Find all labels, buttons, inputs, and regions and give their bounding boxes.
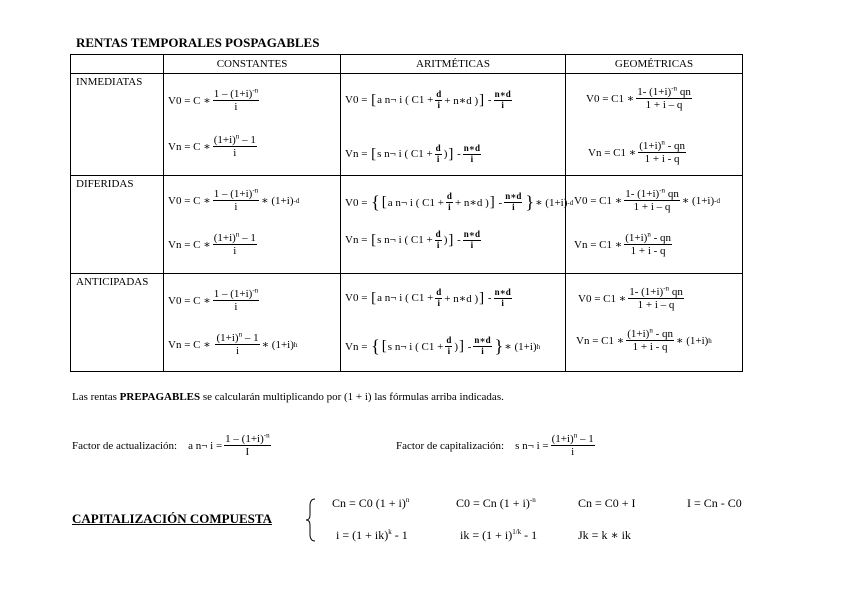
- formula-vn-geometrica-diferida: Vn = C1 ∗ $\frac{(1+i)^n - qn}{1 + i - q}$: [574, 230, 671, 258]
- cell-inmediatas-aritmeticas: [341, 74, 566, 176]
- formula-v0-geometrica-diferida: V0 = C1 ∗ $\frac{1- (1+i)^{-n} qn}{1 + i - q}$ ∗ (1+i) -d: [574, 186, 720, 214]
- factor-actualizacion: [72, 433, 273, 458]
- row-label-inmediatas: INMEDIATAS: [71, 74, 164, 176]
- row-label-diferidas: DIFERIDAS: [71, 176, 164, 274]
- prepagables-note: Las rentas PREPAGABLES se calcularán multiplicando por (1 + i) las fórmulas arriba indicadas.: [72, 391, 504, 403]
- factor-capitalizacion-fraction: $\frac{(1+i)^n - 1}{i}$: [551, 431, 594, 459]
- header-geometricas: GEOMÉTRICAS: [566, 55, 743, 74]
- cell-diferidas-aritmeticas: [341, 176, 574, 274]
- factor-actualizacion-label: Factor de actualización:: [72, 439, 178, 452]
- formula-v0-constante-anticipada: V0 = C ∗ $\frac{1 - (1+i)^{-n}}{i}$: [168, 286, 259, 314]
- formula-vn-geometrica-anticipada: Vn = C1 ∗ $\frac{(1+i)^n - qn}{1 + i - q}$ ∗ (1+i) h: [576, 326, 712, 354]
- formula-vn-aritmetica-diferida: Vn = [ s n¬ i ( C1 + $\frac{d}{i}$ ) ] - $\frac{n∗d}{i}$: [345, 229, 481, 250]
- formula-cn: Cn = C0 $(1 + i)^n$: [332, 496, 410, 510]
- formula-c0: C0 = Cn $(1 + i)^{-n}$: [456, 496, 536, 510]
- formula-cn-interes: Cn = C0 + I: [578, 496, 636, 510]
- header-constantes: CONSTANTES: [164, 55, 341, 74]
- cell-diferidas-constantes: [164, 176, 341, 274]
- cell-inmediatas-geometricas: [566, 74, 743, 176]
- formula-v0-geometrica-anticipada: V0 = C1 ∗ $\frac{1- (1+i)^{-n} qn}{1 + i - q}$: [578, 284, 683, 312]
- formula-vn-constante-anticipada: Vn = C ∗ $\frac{(1+i)^n - 1}{i}$ ∗ (1+i) h: [168, 330, 298, 358]
- factor-actualizacion-symbol: a n¬ i =: [188, 439, 223, 452]
- factor-actualizacion-fraction: $\frac{1 - (1+i)^{-n}}{I}$: [225, 431, 270, 459]
- cell-anticipadas-constantes: [164, 274, 341, 372]
- capitalizacion-compuesta-title: CAPITALIZACIÓN COMPUESTA: [72, 511, 272, 526]
- formula-vn-geometrica: Vn = C1 ∗ $\frac{(1+i)^n - qn}{1 + i - q}$: [588, 138, 685, 166]
- formula-v0-aritmetica: V0 = [ a n¬ i ( C1 + $\frac{d}{i}$ + n∗d ) ] - $\frac{n∗d}{i}$: [345, 89, 511, 110]
- formula-jk: Jk = k ∗ ik: [578, 528, 631, 542]
- factor-capitalizacion: [396, 433, 597, 458]
- rentas-table: [70, 54, 743, 372]
- header-aritmeticas: ARITMÉTICAS: [341, 55, 566, 74]
- formula-ik: ik = $(1 + i)^{1/k} - 1$: [460, 528, 538, 542]
- cell-inmediatas-constantes: [164, 74, 341, 176]
- page-title: RENTAS TEMPORALES POSPAGABLES: [76, 35, 320, 50]
- formula-vn-aritmetica: Vn = [ s n¬ i ( C1 + $\frac{d}{i}$ ) ] - $\frac{n∗d}{i}$: [345, 143, 481, 164]
- formula-vn-constante-diferida: Vn = C ∗ $\frac{(1+i)^n - 1}{i}$: [168, 230, 256, 258]
- left-brace-icon: [305, 498, 317, 542]
- header-empty: [71, 55, 164, 74]
- factor-capitalizacion-symbol: s n¬ i =: [515, 439, 549, 452]
- formula-v0-constante: V0 = C ∗ $\frac{1 - (1+i)^{-n}}{i}$: [168, 86, 259, 114]
- formula-v0-aritmetica-diferida: V0 = { [ a n¬ i ( C1 + $\frac{d}{i}$ + n∗d ) ] - $\frac{n∗d}{i}$ } ∗ (1+i) -d: [345, 191, 574, 212]
- factor-capitalizacion-label: Factor de capitalización:: [396, 439, 505, 452]
- cell-anticipadas-aritmeticas: [341, 274, 566, 372]
- formula-interes: I = Cn - C0: [687, 496, 742, 510]
- formula-v0-constante-diferida: V0 = C ∗ $\frac{1 - (1+i)^{-n}}{i}$ ∗ (1+i) -d: [168, 186, 300, 214]
- formula-v0-geometrica: V0 = C1 ∗ $\frac{1- (1+i)^{-n} qn}{1 + i - q}$: [586, 84, 691, 112]
- formula-vn-constante: Vn = C ∗ $\frac{(1+i)^n - 1}{i}$: [168, 132, 256, 160]
- formula-v0-aritmetica-anticipada: V0 = [ a n¬ i ( C1 + $\frac{d}{i}$ + n∗d ) ] - $\frac{n∗d}{i}$: [345, 287, 511, 308]
- cell-diferidas-geometricas: [566, 176, 743, 274]
- formula-i-equivalente: i = (1 + ik)$^k$ - 1: [336, 528, 408, 542]
- row-label-anticipadas: ANTICIPADAS: [71, 274, 164, 372]
- formula-vn-aritmetica-anticipada: Vn = { [ s n¬ i ( C1 + $\frac{d}{i}$ ) ] - $\frac{n∗d}{i}$ } ∗ (1+i) h: [345, 335, 541, 356]
- cell-anticipadas-geometricas: [566, 274, 743, 372]
